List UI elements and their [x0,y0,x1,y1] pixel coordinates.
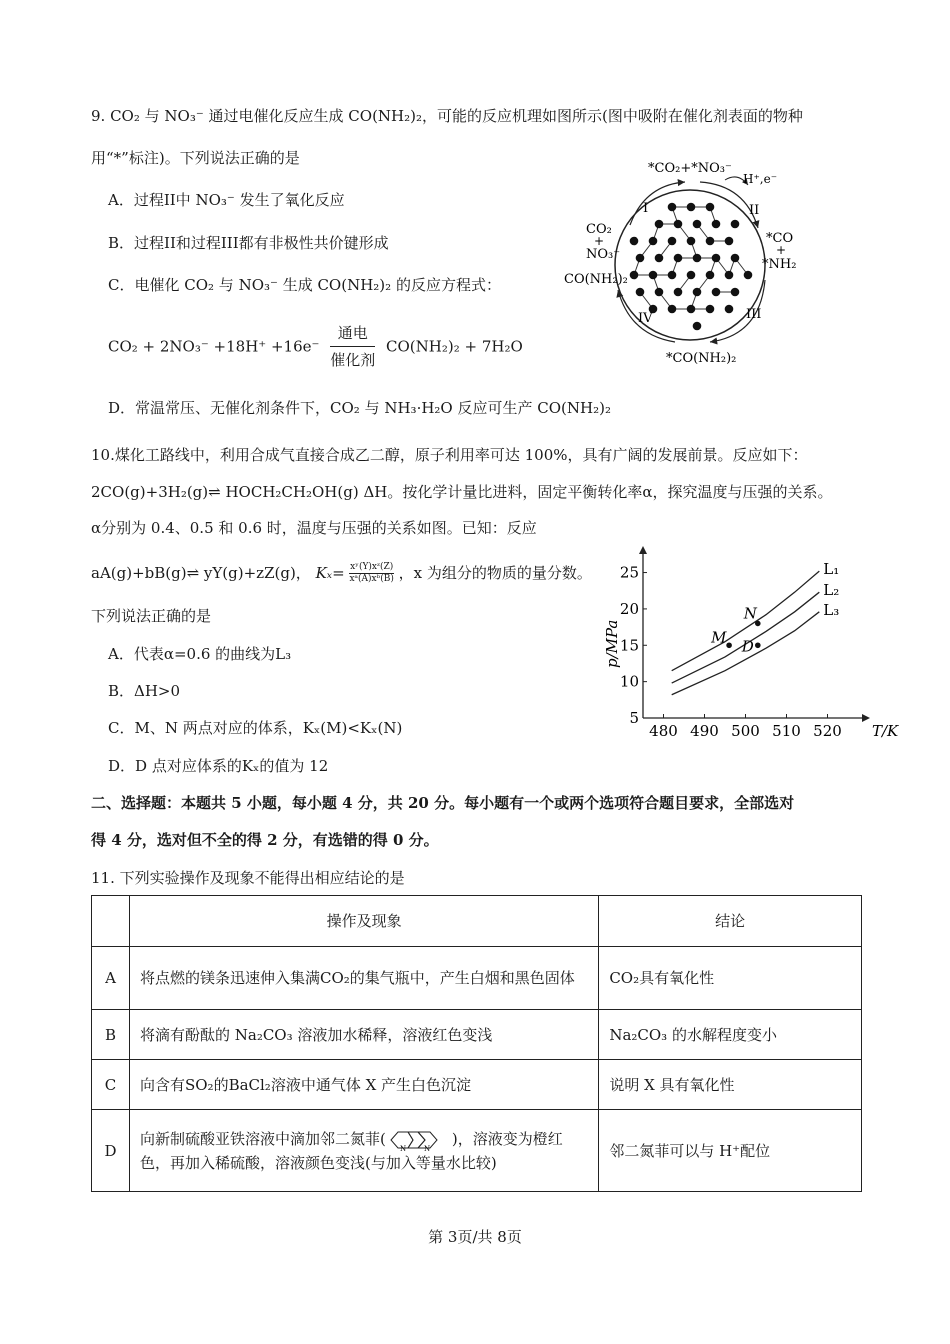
lattice-atom [655,220,664,229]
q9-stem-line2: 用“*”标注)。下列说法正确的是 [91,149,300,167]
header-conclusion: 结论 [599,896,862,947]
lattice-atom [731,254,740,263]
q10-pressure-temperature-chart [595,550,899,755]
table-row [92,947,862,1010]
q10-line2: 2CO(g)+3H₂(g)⇌ HOCH₂CH₂OH(g) ΔH。按化学计量比进料，固定平衡转化率α，探究温度与压强的关系。 [91,483,833,501]
x-tick-label: 510 [772,722,801,740]
q10-option-d: D．D 点对应体系的Kₓ的值为 12 [108,757,329,775]
series-label: L₂ [823,581,840,600]
lattice-atom [687,271,696,280]
section2-line2: 得 4 分，选对但不全的得 2 分，有选错的得 0 分。 [91,831,439,849]
lattice-atom [674,288,683,297]
q9-mechanism-diagram [560,150,820,380]
x-axis-arrow [862,714,870,722]
svg-text:N: N [423,1144,430,1153]
lattice-atom [674,220,683,229]
table-row [92,1110,862,1192]
y-axis-label: p/MPa [603,619,621,668]
lattice-atom [630,237,639,246]
q9-equation-left: CO₂ + 2NO₃⁻ +18H⁺ +16e⁻ [108,337,320,356]
lattice-atom [725,237,734,246]
kx-numerator: xʸ(Y)xᶻ(Z) [350,561,394,572]
q10-line4 [91,560,592,585]
diagram-right-co: *CO [766,231,794,246]
row-label: C [92,1060,130,1110]
page-footer: 第 3页/共 8页 [428,1228,522,1246]
x-tick-label: 480 [649,722,678,740]
row-operation: 向含有SO₂的BaCl₂溶液中通气体 X 产生白色沉淀 [129,1060,598,1110]
roman-ii: II [749,203,760,218]
diagram-right-nh2: *NH₂ [762,257,797,272]
row-operation [129,1110,598,1192]
lattice-atom [687,203,696,212]
lattice-atom [668,271,677,280]
diagram-left-co2: CO₂ [586,222,612,237]
diagram-left-urea: CO(NH₂)₂ [564,272,628,287]
kx-fraction [349,562,393,585]
q10-prompt: 下列说法正确的是 [91,607,212,625]
diagram-left-plus: + [594,234,605,248]
q10-x-definition: ，x 为组分的物质的量分数。 [398,564,592,582]
header-blank [92,896,130,947]
series-label: L₃ [823,600,840,619]
x-tick-label: 500 [731,722,760,740]
diagram-top-label: *CO₂+*NO₃⁻ [648,161,732,176]
lattice-atom [674,254,683,263]
q10-option-c: C．M、N 两点对应的体系，Kₓ(M)<Kₓ(N) [108,719,403,737]
table-header-row [92,896,862,947]
q11-experiment-table [91,895,862,1192]
roman-iii: III [746,307,762,322]
series-label: L₁ [823,560,840,579]
y-tick-label: 20 [619,599,639,618]
lattice-atom [687,305,696,314]
row-conclusion: CO₂具有氧化性 [599,947,862,1010]
q9-stem-line1: 9. CO₂ 与 NO₃⁻ 通过电催化反应生成 CO(NH₂)₂，可能的反应机理如图所示(图中吸附在催化剂表面的物种 [91,107,803,125]
diagram-left-no3: NO₃⁻ [586,247,621,262]
q10-reaction: aA(g)+bB(g)⇌ yY(g)+zZ(g)， [91,564,311,582]
q10-line1: 10.煤化工路线中，利用合成气直接合成乙二醇，原子利用率可达 100%，具有广阔的发展前景。反应如下： [91,446,808,464]
q9-option-a: A．过程II中 NO₃⁻ 发生了氧化反应 [108,191,345,209]
point-label: N [743,604,757,623]
q10-option-a: A．代表α=0.6 的曲线为L₃ [108,645,292,663]
y-tick-label: 5 [629,709,639,727]
diagram-bottom-label: *CO(NH₂)₂ [666,351,737,366]
lattice-atom [693,254,702,263]
phenanthroline-structure-icon [386,1129,452,1151]
lattice-atom [655,288,664,297]
header-operation: 操作及现象 [129,896,598,947]
row-conclusion: 说明 X 具有氧化性 [599,1060,862,1110]
y-tick-label: 15 [619,636,639,655]
q10-line3: α分别为 0.4、0.5 和 0.6 时，温度与压强的关系如图。已知：反应 [91,519,537,537]
q9-equation-right: CO(NH₂)₂ + 7H₂O [386,337,523,356]
row-label: A [92,947,130,1010]
lattice-atom [731,220,740,229]
kx-symbol: Kₓ= [315,564,345,582]
x-tick-label: 520 [813,722,842,740]
lattice-atom [668,203,677,212]
table-row [92,1010,862,1060]
q9-equation-condition-top: 通电 [330,322,375,347]
lattice-atom [693,220,702,229]
q11-stem: 11. 下列实验操作及现象不能得出相应结论的是 [91,869,405,887]
y-tick-label: 10 [619,672,639,691]
lattice-atom [668,237,677,246]
lattice-atom [668,305,677,314]
x-tick-label: 490 [690,722,719,740]
y-axis-arrow [639,546,647,554]
lattice-atom [725,305,734,314]
section2-line1: 二、选择题：本题共 5 小题，每小题 4 分，共 20 分。每小题有一个或两个选项符合题目要求，全部选对 [91,794,795,812]
lattice-atom [636,254,645,263]
x-axis-label: T/K [872,722,899,740]
point-label: D [741,637,754,656]
lattice-atom [687,237,696,246]
lattice-atom [636,288,645,297]
q9-option-b: B．过程II和过程III都有非极性共价键形成 [108,234,389,252]
lattice-atom [706,203,715,212]
row-operation: 将点燃的镁条迅速伸入集满CO₂的集气瓶中，产生白烟和黑色固体 [129,947,598,1010]
kx-denominator: xᵃ(A)xᵇ(B) [349,573,394,584]
roman-iv: IV [638,311,653,326]
lattice-atom [649,237,658,246]
lattice-atom [706,237,715,246]
row-conclusion: Na₂CO₃ 的水解程度变小 [599,1010,862,1060]
diagram-he-label: H⁺,e⁻ [743,172,778,186]
point-D [755,642,761,648]
row-operation-part2: )，溶液变为橙红色，再加入稀硫酸，溶液颜色变浅(与加入等量水比较) [139,1129,563,1172]
roman-i: I [643,201,649,216]
lattice-atom [712,254,721,263]
q9-option-d: D．常温常压、无催化剂条件下，CO₂ 与 NH₃·H₂O 反应可生产 CO(NH₂)₂ [108,399,611,417]
lattice-atom [744,271,753,280]
lattice-atom [630,271,639,280]
lattice-atom [712,288,721,297]
lattice-atom [655,254,664,263]
lattice-atom [712,220,721,229]
row-conclusion: 邻二氮菲可以与 H⁺配位 [599,1110,862,1192]
q10-option-b: B．ΔH>0 [108,682,181,700]
svg-text:N: N [399,1144,406,1153]
row-operation-part1: 向新制硫酸亚铁溶液中滴加邻二氮菲( [139,1129,386,1148]
lattice-atom [706,271,715,280]
diagram-right-plus: + [776,243,787,257]
lattice-atom [731,288,740,297]
q9-equation-arrow [330,322,375,371]
lattice-atom [725,271,734,280]
lattice-atom [693,322,702,331]
lattice-atom [693,288,702,297]
lattice-atom [649,271,658,280]
y-tick-label: 25 [619,563,639,582]
point-M [726,642,732,648]
q9-option-c: C．电催化 CO₂ 与 NO₃⁻ 生成 CO(NH₂)₂ 的反应方程式： [108,276,501,294]
lattice-atom [706,305,715,314]
row-label: D [92,1110,130,1192]
process-i-arrow [630,182,685,225]
table-row [92,1060,862,1110]
q9-equation-condition-bottom: 催化剂 [330,351,376,369]
row-label: B [92,1010,130,1060]
q9-equation [108,322,523,371]
point-label: M [711,628,727,647]
row-operation: 将滴有酚酞的 Na₂CO₃ 溶液加水稀释，溶液红色变浅 [129,1010,598,1060]
